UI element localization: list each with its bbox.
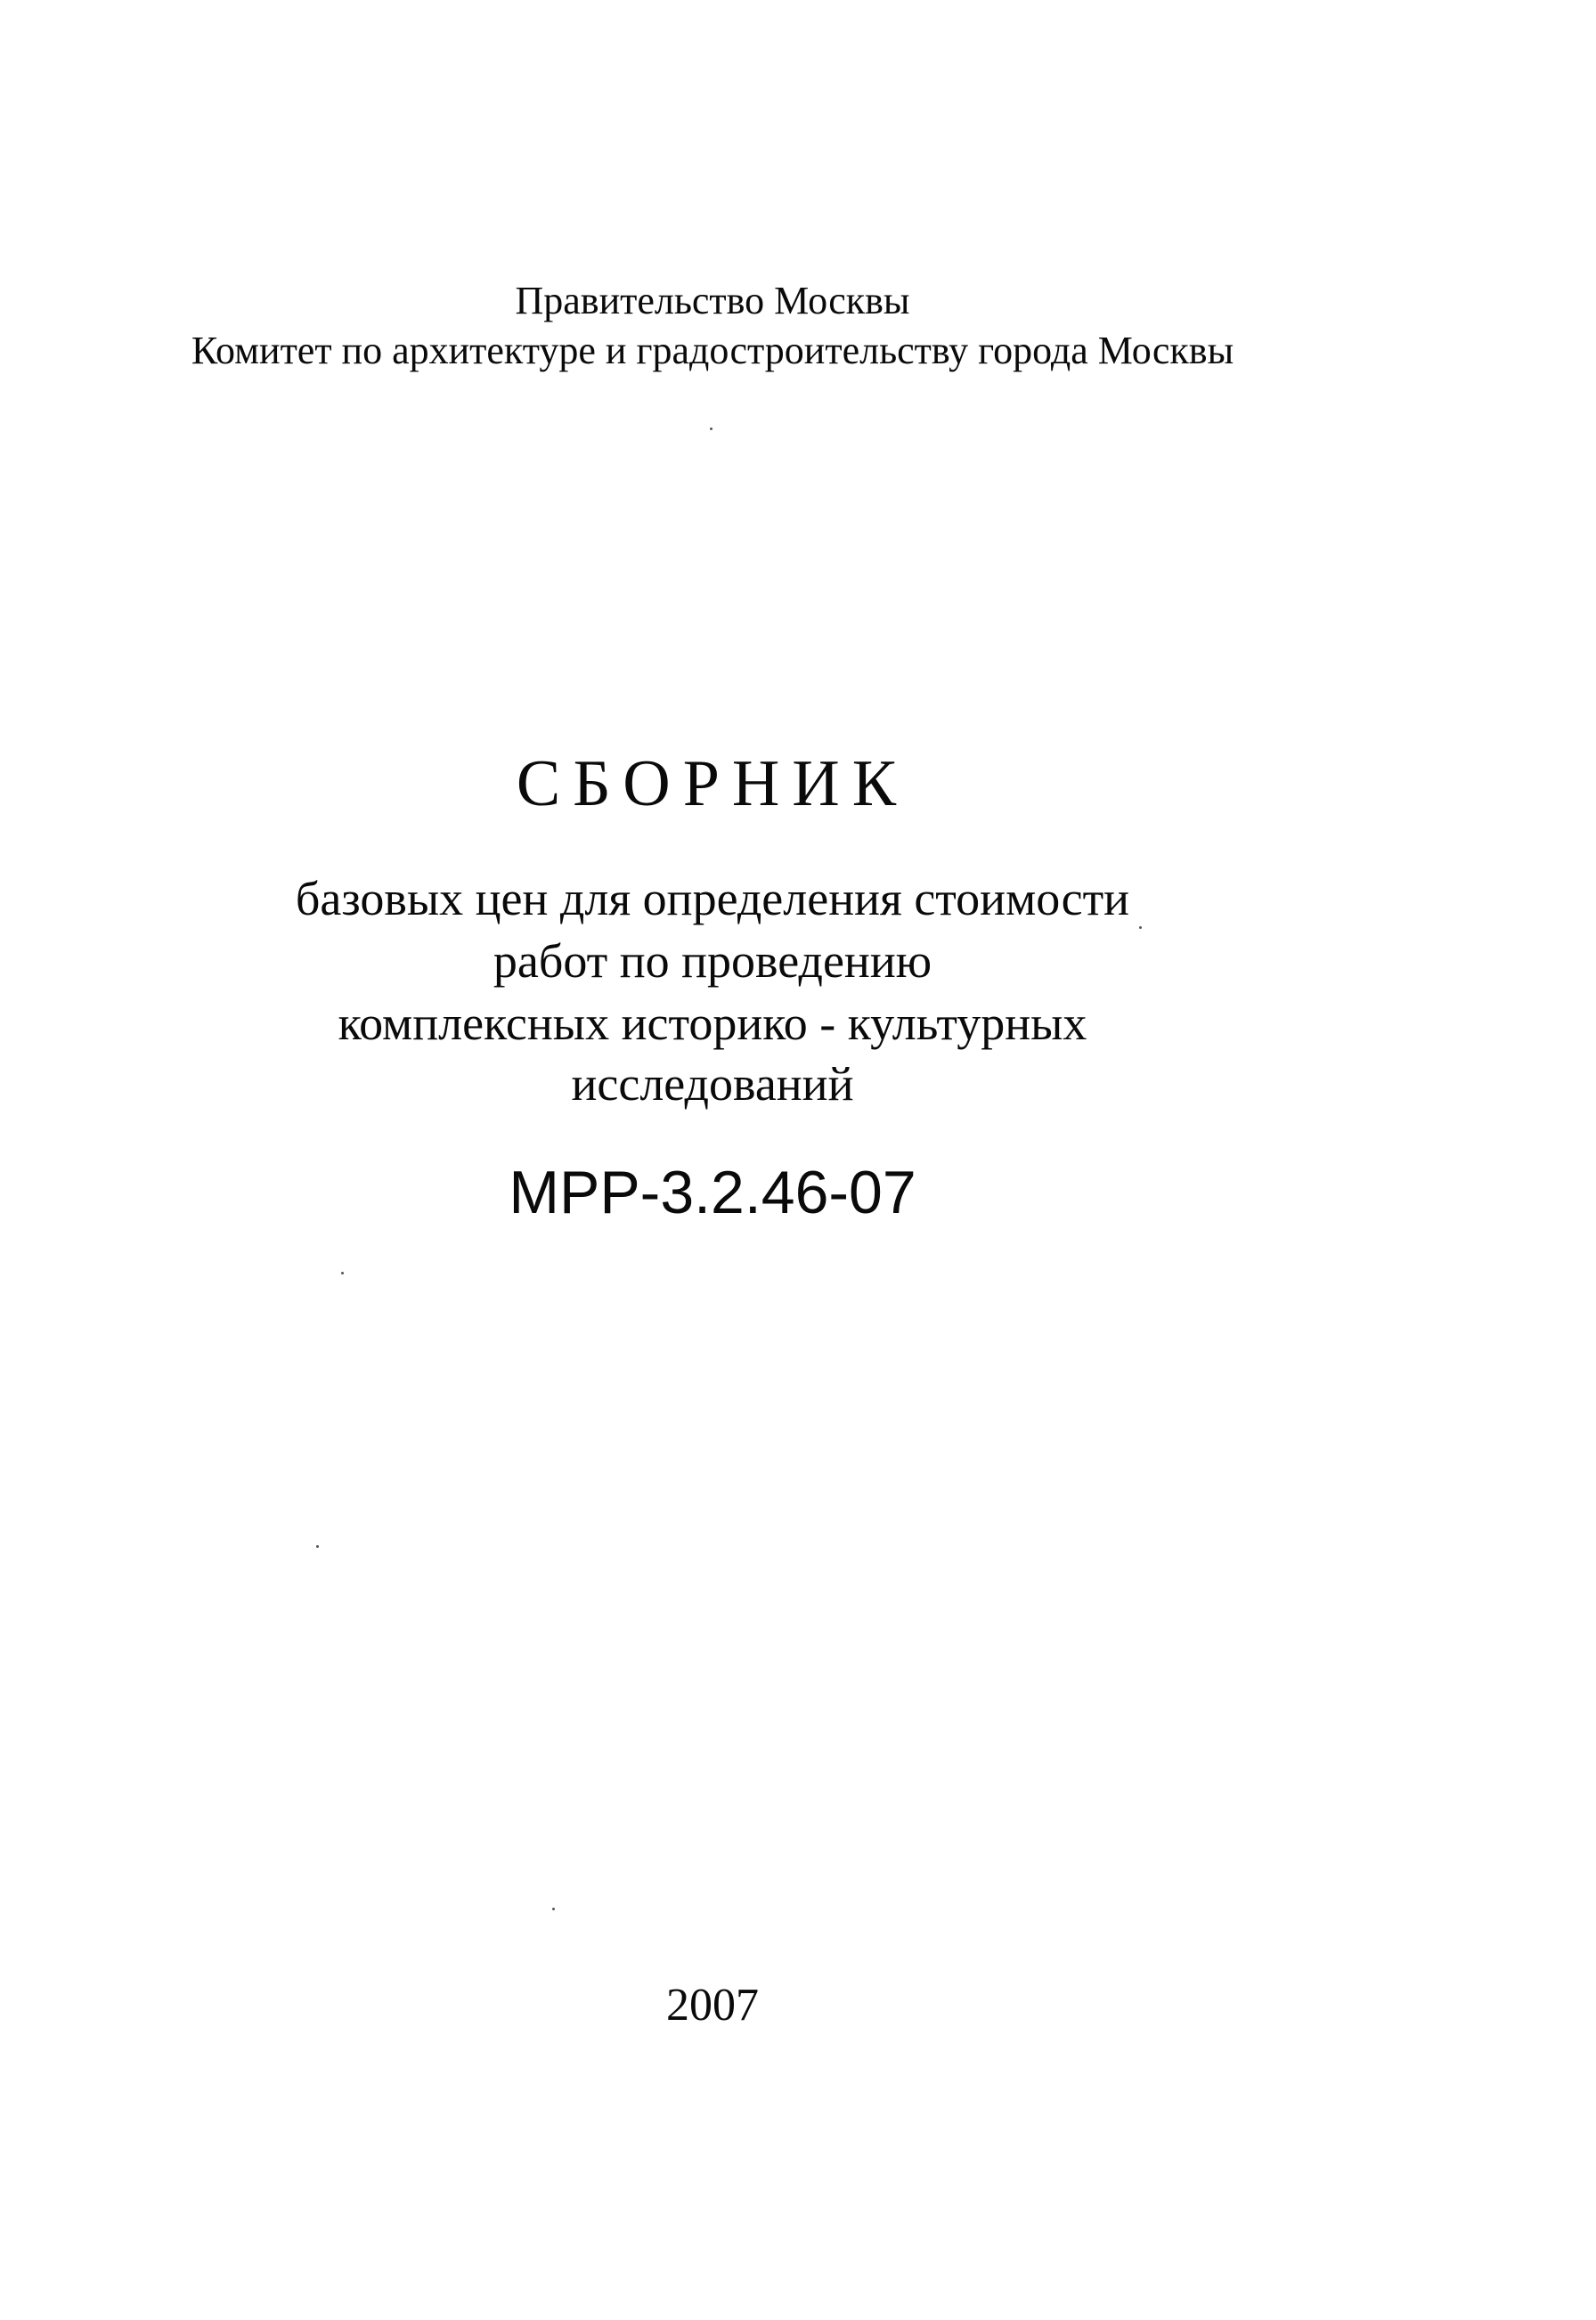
scan-speck (341, 1272, 344, 1274)
subtitle-line-1: базовых цен для определения стоимости (295, 872, 1130, 925)
scan-speck (316, 1545, 319, 1548)
issuer-government: Правительство Москвы (515, 279, 910, 322)
subtitle-line-4: исследований (571, 1057, 854, 1111)
publication-year: 2007 (666, 1980, 759, 2031)
scan-speck (1139, 926, 1142, 929)
issuer-committee: Комитет по архитектуре и градостроительству города Москвы (191, 329, 1234, 372)
subtitle-line-3: комплексных историко - культурных (338, 997, 1087, 1050)
document-code: МРР-3.2.46-07 (509, 1159, 916, 1226)
scan-speck (552, 1908, 555, 1910)
subtitle-line-2: работ по проведению (493, 934, 932, 988)
scan-speck (710, 427, 712, 430)
document-title: СБОРНИК (516, 747, 909, 820)
